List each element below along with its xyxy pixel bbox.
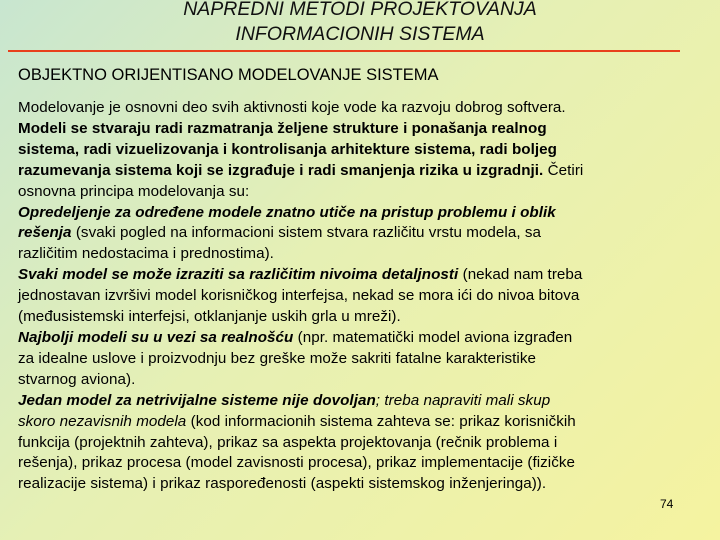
plain-text: (npr. matematički model aviona izgrađen xyxy=(293,328,573,346)
page-number: 74 xyxy=(660,497,674,511)
paragraph-line: jednostavan izvršivi model korisničkog interfejsa, nekad se mora ići do nivoa bitova xyxy=(18,287,580,305)
paragraph-line: osnovna principa modelovanja su: xyxy=(18,182,250,200)
paragraph-line xyxy=(18,223,698,244)
paragraph-line: funkcija (projektnih zahteva), prikaz sa aspekta projektovanja (rečnik problema i xyxy=(18,433,558,451)
paragraph-line: rešenja), prikaz procesa (model zavisnosti procesa), prikaz implementacije (fizičke xyxy=(18,454,576,472)
principle-1-heading-end: rešenja xyxy=(18,224,72,242)
title-divider xyxy=(8,50,680,52)
paragraph-line: (međusistemski interfejsi, otklanjanje uskih grla u mreži). xyxy=(18,308,401,326)
slide-title xyxy=(0,0,720,47)
paragraph-line: Modeli se stvaraju radi razmatranja željene strukture i ponašanja realnog xyxy=(18,119,547,137)
paragraph-line xyxy=(18,391,698,412)
principle-3-heading: Najbolji modeli su u vezi sa realnošću xyxy=(18,328,294,346)
plain-text: Četiri xyxy=(543,161,584,179)
bold-text: razumevanja sistema koji se izgrađuje i radi smanjenja rizika u izgradnji. xyxy=(18,161,544,179)
paragraph-line: za idealne uslove i proizvodnju bez greške može sakriti fatalne karakteristike xyxy=(18,349,536,367)
paragraph-line: Modelovanje je osnovni deo svih aktivnosti koje vode ka razvoju dobrog softvera. xyxy=(18,99,566,116)
plain-text: (kod informacionih sistema zahteva se: prikaz korisničkih xyxy=(186,412,576,430)
plain-text: (nekad nam treba xyxy=(458,266,583,284)
paragraph-line xyxy=(18,328,698,349)
italic-text: ; treba napraviti mali skup xyxy=(375,391,551,409)
title-line-1: NAPREDNI METODI PROJEKTOVANJA xyxy=(183,0,537,20)
paragraph-line xyxy=(18,265,698,286)
plain-text: (svaki pogled na informacioni sistem stvara različitu vrstu modela, sa xyxy=(71,224,542,242)
principle-2-heading: Svaki model se može izraziti sa različitim nivoima detaljnosti xyxy=(18,266,459,284)
principle-4-heading: Jedan model za netrivijalne sisteme nije dovoljan xyxy=(18,391,376,409)
paragraph-line: različitim nedostacima i prednostima). xyxy=(18,245,274,263)
paragraph-line xyxy=(18,412,698,433)
title-line-2: INFORMACIONIH SISTEMA xyxy=(235,23,485,45)
paragraph-line: stvarnog aviona). xyxy=(18,370,136,388)
slide-subtitle: OBJEKTNO ORIJENTISANO MODELOVANJE SISTEMA xyxy=(18,66,439,84)
italic-text: skoro nezavisnih modela xyxy=(18,412,187,430)
principle-1-heading: Opredeljenje za određene modele znatno utiče na pristup problemu i oblik xyxy=(18,203,556,221)
paragraph-line: sistema, radi vizuelizovanja i kontrolisanja arhitekture sistema, radi boljeg xyxy=(18,140,557,158)
paragraph-line xyxy=(18,161,698,182)
slide-body xyxy=(18,98,698,495)
paragraph-line: realizacije sistema) i prikaz raspoređenosti (aspekti sistemskog inženjeringa)). xyxy=(18,475,547,493)
